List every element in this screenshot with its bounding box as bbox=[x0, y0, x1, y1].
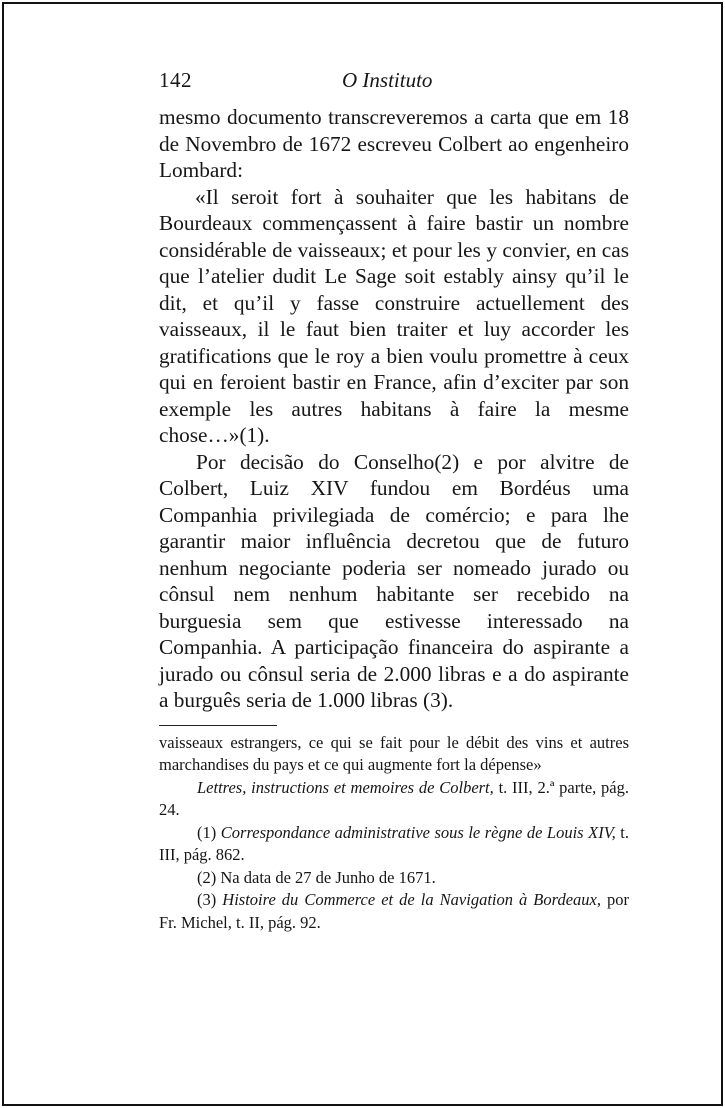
footnote-continuation-source bbox=[159, 777, 629, 822]
footnote-ref-2[interactable]: (2) bbox=[434, 449, 460, 474]
quote-text: «Il seroit fort à souhaiter que les habitans de Bourdeaux commençassent à faire bastir un nombre considérable de vaisseaux; et pour les y convier, en cas que l’atelier dudit Le Sage soit estably ainsy qu’il le dit, et qu’il y fasse construire actuellement des vaisseaux, il le faut bien traiter et luy accorder les gratifications que le roy a bien voulu promettre à ceux qui en feroient bastir en France, afin d’exciter par son exemple les autres habitans à faire la mesme chose…» bbox=[159, 184, 629, 447]
footnote-3-rest: por Fr. Michel, t. II, pág. 92. bbox=[159, 890, 629, 932]
page-number: 142 bbox=[159, 68, 192, 92]
source-rest: t. III, 2.ª parte, pág. 24. bbox=[159, 777, 630, 819]
footnotes bbox=[159, 732, 629, 935]
footnote-1-rest: t. III, pág. 862. bbox=[159, 822, 629, 864]
quote-footnote-ref[interactable]: (1) bbox=[239, 423, 265, 447]
footnote-3-title: Histoire du Commerce et de la Navigation à Bordeaux, bbox=[222, 890, 601, 909]
footnote-1-marker: (1) bbox=[197, 822, 217, 842]
running-title: O Instituto bbox=[342, 68, 433, 92]
paragraph-companhia bbox=[159, 449, 629, 714]
footnote-ref-3[interactable]: (3) bbox=[422, 688, 448, 712]
footnote-3 bbox=[159, 889, 629, 934]
footnote-2-text: Na data de 27 de Junho de 1671. bbox=[216, 867, 436, 887]
para-end: . bbox=[447, 688, 454, 712]
footnote-continuation: vaisseaux estrangers, ce qui se fait pour le débit des vins et autres marchandises du pays et ce qui augmente fort la dépense» bbox=[159, 732, 629, 774]
footnote-2-marker: (2) bbox=[197, 867, 217, 887]
footnote-3-marker: (3) bbox=[197, 890, 217, 909]
para-text-start: Por decisão do Conselho bbox=[196, 449, 435, 474]
footnote-divider bbox=[159, 725, 277, 726]
book-page bbox=[159, 68, 629, 934]
footnote-1-title: Correspondance administrative sous le règne de Louis XIV, bbox=[220, 822, 616, 842]
quote-end: . bbox=[264, 423, 270, 447]
block-quote bbox=[159, 184, 629, 449]
footnote-2 bbox=[159, 867, 629, 890]
page-header bbox=[159, 68, 629, 104]
footnote-1 bbox=[159, 822, 629, 867]
source-title: Lettres, instructions et memoires de Colbert, bbox=[197, 777, 494, 797]
intro-paragraph: mesmo documento transcreveremos a carta que em 18 de Novembro de 1672 escreveu Colbert ao engenheiro Lombard: bbox=[159, 105, 629, 182]
para-text-rest: e por alvitre de Colbert, Luiz XIV fundou em Bordéus uma Companhia privilegiada de comércio; e para lhe garantir maior influência decretou que de futuro nenhum negociante poderia ser nomeado jurado ou cônsul nem nenhum habitante ser recebido na burguesia sem que estivesse interessado na Companhia. A participação financeira do aspirante a jurado ou cônsul seria de 2.000 libras e a do aspirante a burguês seria de 1.000 libras bbox=[159, 449, 630, 712]
main-text bbox=[159, 104, 629, 714]
